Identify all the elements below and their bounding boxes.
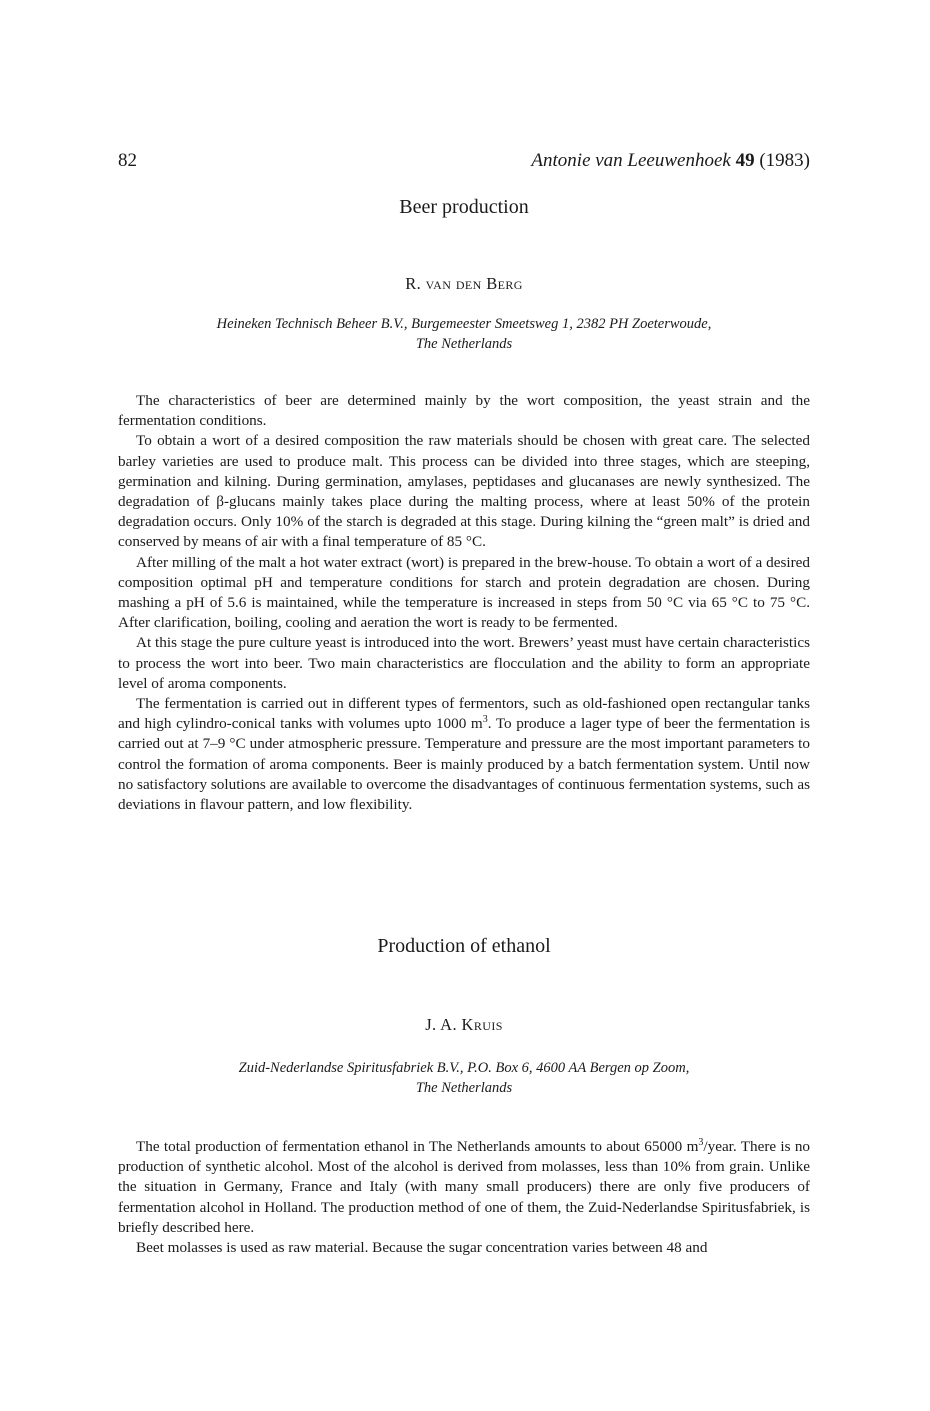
text-run: /year. There is no production of synthetic alcohol. Most of the alcohol is derived from molasses, less than 10% from grain. Unlike the situation in Germany, France and Italy (with many small producers) there are only five producers of fermentation alcohol in Holland. The production method of one of them, the Zuid-Nederlandse Spiritusfabriek, is briefly described here. <box>118 1138 811 1236</box>
journal-volume: 49 <box>735 150 755 171</box>
journal-year: (1983) <box>759 150 810 171</box>
text-run: The total production of fermentation ethanol in The Netherlands amounts to about 65000 m <box>136 1138 699 1155</box>
article-beer-production <box>118 194 810 815</box>
article-title: Production of ethanol <box>377 935 551 957</box>
author-name: J. A. Kruis <box>425 1015 503 1034</box>
text-run: . To produce a lager type of beer the fermentation is carried out at 7–9 °C under atmospheric pressure. Temperature and pressure are the most important parameters to control the formation of aroma components. Beer is mainly produced by a batch fermentation system. Until now no satisfactory solutions are available to overcome the disadvantages of continuous fermentation systems, such as deviations in flavour pattern, and low flexibility. <box>118 715 810 814</box>
paragraph: The characteristics of beer are determined mainly by the wort composition, the yeast strain and the fermentation conditions. <box>118 392 810 430</box>
journal-citation <box>531 148 810 174</box>
article-production-of-ethanol <box>118 933 810 1258</box>
paragraph: After milling of the malt a hot water extract (wort) is prepared in the brew-house. To obtain a wort of a desired composition optimal pH and temperature conditions for starch and protein degradation are chosen. During mashing a pH of 5.6 is maintained, while the temperature is increased in steps from 50 °C via 65 °C to 75 °C. After clarification, boiling, cooling and aeration the wort is ready to be fermented. <box>118 553 810 632</box>
page-number: 82 <box>118 150 137 171</box>
text-run: The fermentation is carried out in different types of fermentors, such as old-fashioned open rectangular tanks and high cylindro-conical tanks with volumes upto 1000 m <box>118 695 810 733</box>
author-name: R. van den Berg <box>405 274 523 293</box>
paragraph: Beet molasses is used as raw material. Because the sugar concentration varies between 48 and <box>136 1239 708 1257</box>
author-affiliation <box>118 314 810 354</box>
affiliation-line: Zuid-Nederlandse Spiritusfabriek B.V., P.O. Box 6, 4600 AA Bergen op Zoom, <box>238 1060 690 1076</box>
affiliation-country: The Netherlands <box>415 336 513 352</box>
journal-name: Antonie van Leeuwenhoek <box>531 150 731 171</box>
article-title: Beer production <box>399 196 529 218</box>
paragraph: To obtain a wort of a desired composition the raw materials should be chosen with great care. The selected barley varieties are used to produce malt. This process can be divided into three stages, which are steeping, germination and kilning. During germination, amylases, peptidases and glucanases are newly synthesized. The degradation of β-glucans mainly takes place during the malting process, where at least 50% of the protein degradation occurs. Only 10% of the starch is degraded at this stage. During kilning the “green malt” is dried and conserved by means of air with a final temperature of 85 °C. <box>118 432 810 551</box>
superscript: 3 <box>482 714 488 726</box>
affiliation-line: Heineken Technisch Beheer B.V., Burgemeester Smeetsweg 1, 2382 PH Zoeterwoude, <box>216 316 712 332</box>
author-affiliation <box>118 1058 810 1098</box>
article-body <box>118 391 810 815</box>
affiliation-country: The Netherlands <box>415 1080 513 1096</box>
paragraph <box>118 1137 810 1238</box>
superscript: 3 <box>698 1136 704 1148</box>
paragraph: At this stage the pure culture yeast is introduced into the wort. Brewers’ yeast must have certain characteristics to process the wort into beer. Two main characteristics are flocculation and the ability to form an appropriate level of aroma components. <box>118 634 810 692</box>
paragraph <box>118 694 810 815</box>
article-body <box>118 1137 810 1258</box>
